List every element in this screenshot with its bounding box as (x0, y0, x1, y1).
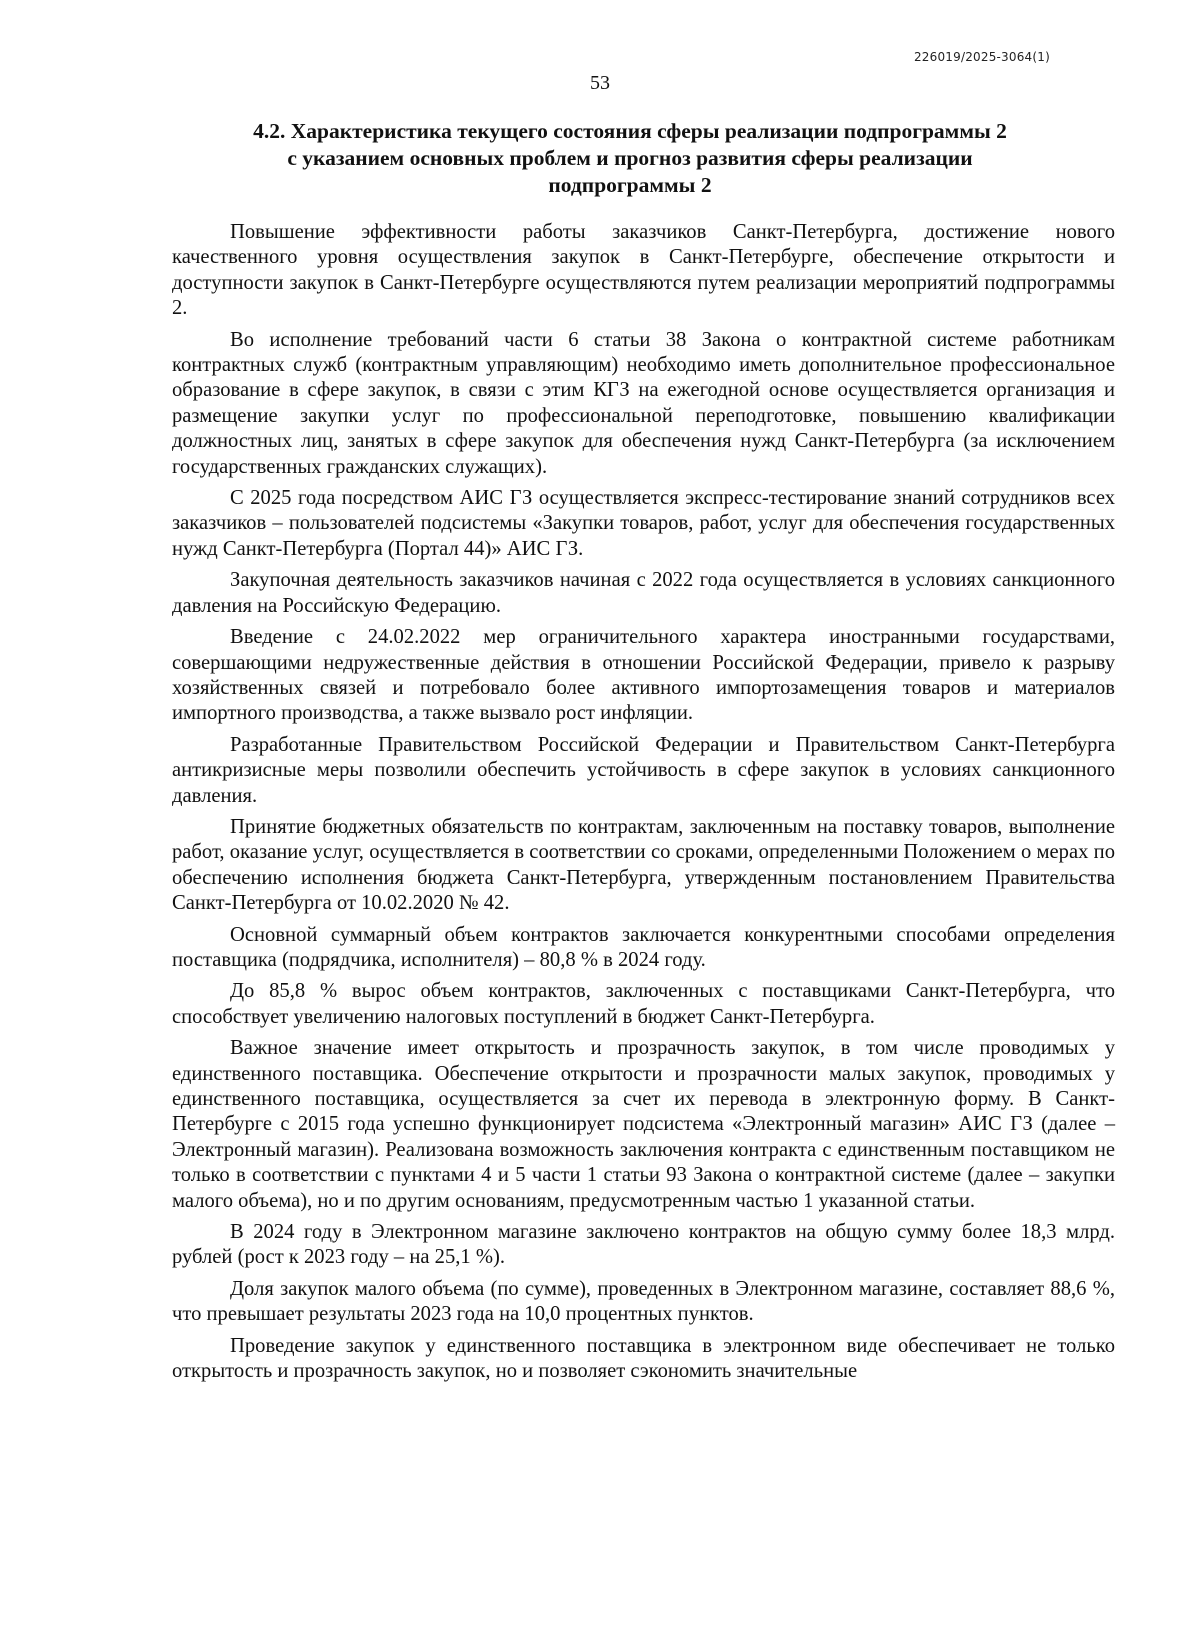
heading-line: 4.2. Характеристика текущего состояния сферы реализации подпрограммы 2 (253, 119, 1007, 143)
paragraph: Основной суммарный объем контрактов заключается конкурентными способами определения поставщика (подрядчика, исполнителя) – 80,8 % в 2024 году. (172, 923, 1115, 971)
paragraph: Во исполнение требований части 6 статьи 38 Закона о контрактной системе работникам контрактных служб (контрактным управляющим) необходимо иметь дополнительное профессиональное образование в сфере закупок, в связи с этим КГЗ на ежегодной основе осуществляется организация и размещение закупки услуг по профессиональной переподготовке, повышению квалификации должностных лиц, занятых в сфере закупок для обеспечения нужд Санкт-Петербурга (за исключением государственных гражданских служащих). (172, 328, 1115, 478)
document-id: 226019/2025-3064(1) (913, 50, 1050, 64)
section-heading (200, 118, 1060, 199)
page-number: 53 (590, 72, 610, 94)
paragraph: Разработанные Правительством Российской Федерации и Правительством Санкт-Петербурга антикризисные меры позволили обеспечить устойчивость в сфере закупок в условиях санкционного давления. (172, 733, 1115, 807)
heading-line: с указанием основных проблем и прогноз развития сферы реализации (287, 146, 973, 170)
paragraph: С 2025 года посредством АИС ГЗ осуществляется экспресс-тестирование знаний сотрудников всех заказчиков – пользователей подсистемы «Закупки товаров, работ, услуг для обеспечения государственных нужд Санкт-Петербурга (Портал 44)» АИС ГЗ. (172, 487, 1115, 560)
paragraph: Введение с 24.02.2022 мер ограничительного характера иностранными государствами, совершающими недружественные действия в отношении Российской Федерации, привело к разрыву хозяйственных связей и потребовало более активного импортозамещения товаров и материалов импортного производства, а также вызвало рост инфляции. (172, 626, 1115, 725)
paragraph: Проведение закупок у единственного поставщика в электронном виде обеспечивает не только открытость и прозрачность закупок, но и позволяет сэкономить значительные (172, 1334, 1115, 1383)
paragraph: В 2024 году в Электронном магазине заключено контрактов на общую сумму более 18,3 млрд. рублей (рост к 2023 году – на 25,1 %). (172, 1221, 1115, 1269)
paragraph: Закупочная деятельность заказчиков начиная с 2022 года осуществляется в условиях санкционного давления на Российскую Федерацию. (172, 569, 1115, 617)
paragraph: Доля закупок малого объема (по сумме), проведенных в Электронном магазине, составляет 88,6 %, что превышает результаты 2023 года на 10,0 процентных пунктов. (172, 1277, 1115, 1326)
paragraph: Повышение эффективности работы заказчиков Санкт-Петербурга, достижение нового качественного уровня осуществления закупок в Санкт-Петербурге, обеспечение открытости и доступности закупок в Санкт-Петербурге осуществляются путем реализации мероприятий подпрограммы 2. (172, 221, 1115, 320)
paragraph: До 85,8 % вырос объем контрактов, заключенных с поставщиками Санкт-Петербурга, что способствует увеличению налоговых поступлений в бюджет Санкт-Петербурга. (172, 980, 1115, 1028)
heading-line: подпрограммы 2 (548, 173, 712, 197)
paragraph: Принятие бюджетных обязательств по контрактам, заключенным на поставку товаров, выполнение работ, оказание услуг, осуществляется в соответствии со сроками, определенными Положением о мерах по обеспечению исполнения бюджета Санкт-Петербурга, утвержденным постановлением Правительства Санкт-Петербурга от 10.02.2020 № 42. (172, 815, 1115, 915)
paragraph: Важное значение имеет открытость и прозрачность закупок, в том числе проводимых у единственного поставщика. Обеспечение открытости и прозрачности малых закупок, проводимых у единственного поставщика, осуществляется за счет их перевода в электронную форму. В Санкт-Петербурге с 2015 года успешно функционирует подсистема «Электронный магазин» АИС ГЗ (далее – Электронный магазин). Реализована возможность заключения контракта с единственным поставщиком не только в соответствии с пунктами 4 и 5 части 1 статьи 93 Закона о контрактной системе (далее – закупки малого объема), но и по другим основаниям, предусмотренным частью 1 указанной статьи. (172, 1037, 1115, 1212)
document-body (172, 220, 1115, 1390)
